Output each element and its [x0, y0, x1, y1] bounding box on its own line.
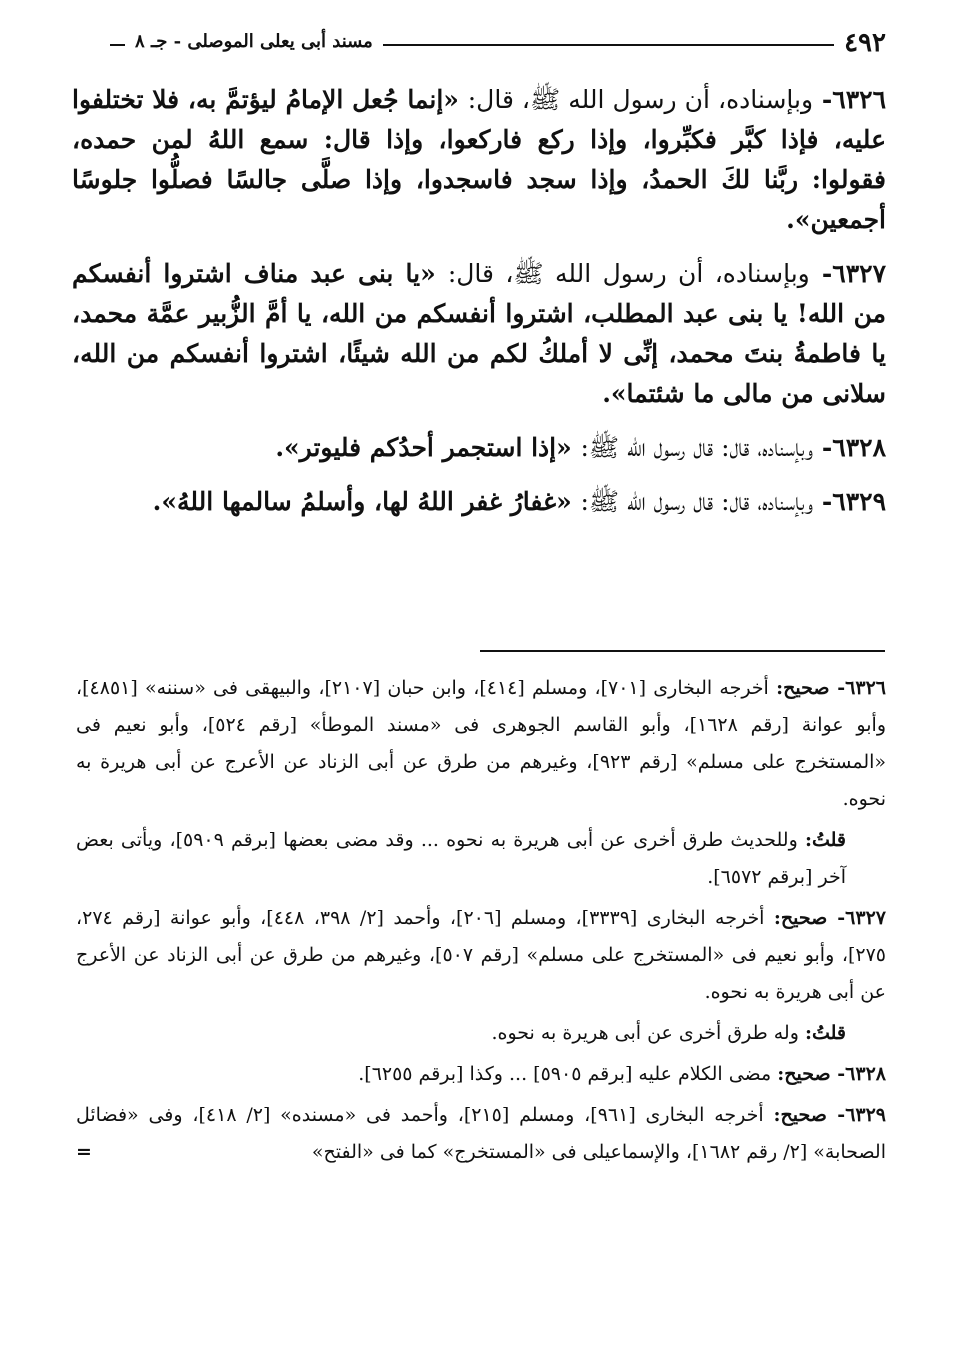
footnotes — [76, 670, 886, 1175]
hadith-6327 — [72, 254, 886, 414]
footnote-remark — [76, 1015, 886, 1052]
footnote-ref: ٦٣٢٧- صحيح: — [773, 907, 886, 929]
footnote-text: مضى الكلام عليه [برقم ٥٩٠٥] ... وكذا [برقم ٦٢٥٥]. — [358, 1063, 772, 1085]
hadith-isnad: وبإسناده، أن رسول الله ﷺ، قال: — [467, 85, 814, 114]
page-header — [70, 24, 886, 64]
hadith-6328 — [72, 428, 886, 468]
footnote-remark — [76, 822, 886, 896]
hadith-number: ٦٣٢٧- — [821, 259, 886, 288]
running-title: مسند أبى يعلى الموصلى - جـ ٨ — [125, 30, 383, 54]
page-number: ٤٩٢ — [834, 28, 886, 58]
hadith-matn: «يا بنى عبد مناف اشتروا أنفسكم من الله! يا بنى عبد المطلب، اشتروا أنفسكم من الله، يا أمَّ الزُّبير عمَّة محمد، يا فاطمةُ بنتَ محمد، إنِّى لا أملكُ لكم من الله شيئًا، اشتروا أنفسكم من الله، سلانى من مالى ما شئتما». — [72, 259, 886, 408]
footnote-text: أخرجه البخارى [٧٠١]، ومسلم [٤١٤]، وابن حبان [٢١٠٧]، والبيهقى فى «سننه» [٤٨٥١]، وأبو عوانة [رقم ١٦٢٨]، وأبو القاسم الجوهرى فى «مسند الموطأ» [رقم ٥٢٤]، وأبو نعيم فى «المستخرج على مسلم» [رقم ٩٢٣]، وغيرهم من طرق عن أبى الزناد عن الأعرج عن أبى هريرة به نحوه. — [76, 677, 887, 810]
footnote-6328 — [76, 1056, 886, 1093]
hadith-isnad: وبإسناده، قال: قال رسول الله ﷺ: — [580, 487, 814, 516]
footnote-ref: ٦٣٢٦- صحيح: — [776, 677, 886, 699]
continuation-mark: = — [76, 1141, 92, 1163]
footnote-text: أخرجه البخارى [٩٦١]، ومسلم [٢١٥]، وأحمد فى «مسنده» [٢/ ٤١٨]، وفى «فضائل الصحابة» [٢/ رقم ١٦٨٢]، والإسماعيلى فى «المستخرج» كما فى «الفتح» — [76, 1104, 886, 1163]
footnote-ref: قلتُ: — [804, 829, 847, 851]
header-rule-gap — [70, 44, 110, 46]
footnote-6327 — [76, 900, 886, 1011]
hadith-isnad: وبإسناده، قال: قال رسول الله ﷺ: — [580, 433, 814, 462]
footnote-ref: ٦٣٢٨- صحيح: — [777, 1063, 886, 1085]
footnote-ref: قلتُ: — [804, 1022, 846, 1044]
hadith-matn: «إنما جُعل الإمامُ ليؤتمَّ به، فلا تختلفوا عليه، فإذا كبَّر فكبِّروا، وإذا ركع فاركعوا، وإذا قال: سمع اللهُ لمن حمده، فقولوا: ربَّنا لكَ الحمدُ، وإذا سجد فاسجدوا، وإذا صلَّى جالسًا فصلُّوا جلوسًا أجمعين». — [72, 85, 886, 234]
footnote-separator — [480, 650, 885, 652]
hadith-matn: «إذا استجمر أحدُكم فليوتر». — [275, 433, 572, 462]
footnote-6326 — [76, 670, 886, 818]
hadith-6329 — [72, 482, 886, 522]
hadith-text — [72, 80, 886, 536]
hadith-isnad: وبإسناده، أن رسول الله ﷺ، قال: — [447, 259, 810, 288]
hadith-number: ٦٣٢٦- — [821, 85, 886, 114]
hadith-number: ٦٣٢٩- — [821, 487, 886, 516]
footnote-ref: ٦٣٢٩- صحيح: — [773, 1104, 887, 1126]
hadith-6326 — [72, 80, 886, 240]
footnote-text: وله طرق أخرى عن أبى هريرة به نحوه. — [491, 1022, 799, 1044]
footnote-text: وللحديث طرق أخرى عن أبى هريرة به نحوه ... وقد مضى بعضها [برقم ٥٩٠٩]، ويأتى بعض آخر [برقم ٦٥٧٢]. — [76, 829, 846, 888]
footnote-6329 — [76, 1097, 886, 1171]
hadith-matn: «غفارُ غفر اللهُ لها، وأسلمُ سالمها اللهُ». — [152, 487, 572, 516]
footnote-text: أخرجه البخارى [٣٣٣٩]، ومسلم [٢٠٦]، وأحمد [٢/ ٣٩٨، ٤٤٨]، وأبو عوانة [رقم ٢٧٤، ٢٧٥]، وأبو نعيم فى «المستخرج على مسلم» [رقم ٥٠٧]، وغيرهم من طرق عن أبى الزناد عن الأعرج عن أبى هريرة به نحوه. — [76, 907, 886, 1003]
hadith-number: ٦٣٢٨- — [821, 433, 886, 462]
